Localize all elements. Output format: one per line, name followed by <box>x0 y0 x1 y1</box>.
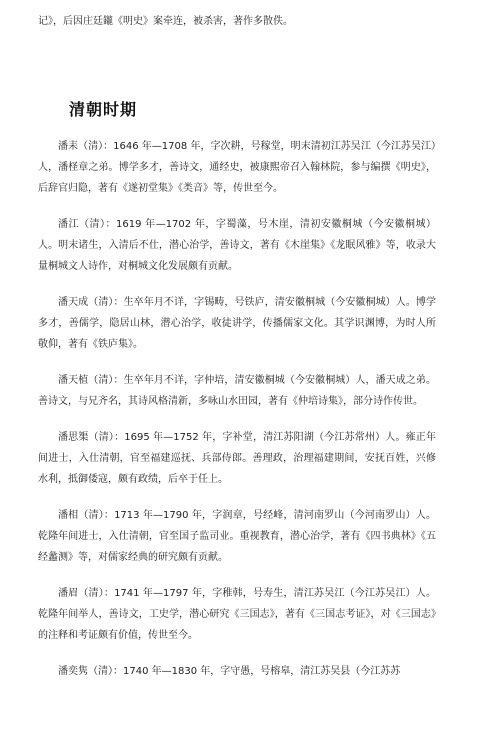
continued-paragraph: 记》，后因庄廷鑨《明史》案牵连，被杀害，著作多散佚。 <box>38 16 293 27</box>
biography-entry: 潘相（清）：1713 年—1790 年，字润章，号经峰，清河南罗山（今河南罗山）人。乾隆年间进士，入仕清朝，官至国子监司业。重视教育，潜心治学，著有《四书典林》《五经蠡测》等，对儒家经典的研究颇有贡献。 <box>38 510 436 563</box>
biography-entry: 潘思榘（清）：1695 年—1752 年，字补堂，清江苏阳湖（今江苏常州）人。雍正年间进士，入仕清朝，官至福建巡抚、兵部侍郎。善理政，治理福建期间，安抚百姓，兴修水利，抵御倭寇，颇有政绩，后卒于任上。 <box>38 432 436 485</box>
biography-entry: 潘天成（清）：生卒年月不详，字锡畴，号铁庐，清安徽桐城（今安徽桐城）人。博学多才，善儒学，隐居山林，潜心治学，收徒讲学，传播儒家文化。其学识渊博，为时人所敬仰，著有《铁庐集》。 <box>38 297 436 350</box>
biography-entry: 潘眉（清）：1741 年—1797 年，字稚韩，号寿生，清江苏吴江（今江苏吴江）人。乾隆年间举人，善诗文，工史学，潜心研究《三国志》，著有《三国志考证》，对《三国志》的注释和考证颇有价值，传世至今。 <box>38 588 436 641</box>
biography-entry: 潘江（清）：1619 年—1702 年，字蜀藻，号木崖，清初安徽桐城（今安徽桐城）人。明末诸生，入清后不仕，潜心治学，善诗文，著有《木崖集》《龙眠风雅》等，收录大量桐城文人诗作，对桐城文化发展颇有贡献。 <box>38 219 436 272</box>
biography-entry: 潘奕隽（清）：1740 年—1830 年，字守愚，号榕皋，清江苏吴县（今江苏苏 <box>58 666 401 677</box>
section-heading: 清朝时期 <box>69 100 138 119</box>
biography-entry: 潘天植（清）：生卒年月不详，字仲培，清安徽桐城（今安徽桐城）人，潘天成之弟。善诗文，与兄齐名，其诗风格清新，多咏山水田园，著有《仲培诗集》，部分诗作传世。 <box>38 375 436 407</box>
biography-entry: 潘耒（清）：1646 年—1708 年，字次耕，号稼堂，明末清初江苏吴江（今江苏吴江）人，潘柽章之弟。博学多才，善诗文，通经史，被康熙帝召入翰林院，参与编撰《明史》，后辞官归隐，著有《遂初堂集》《类音》等，传世至今。 <box>38 141 436 194</box>
entry-list <box>38 136 436 682</box>
